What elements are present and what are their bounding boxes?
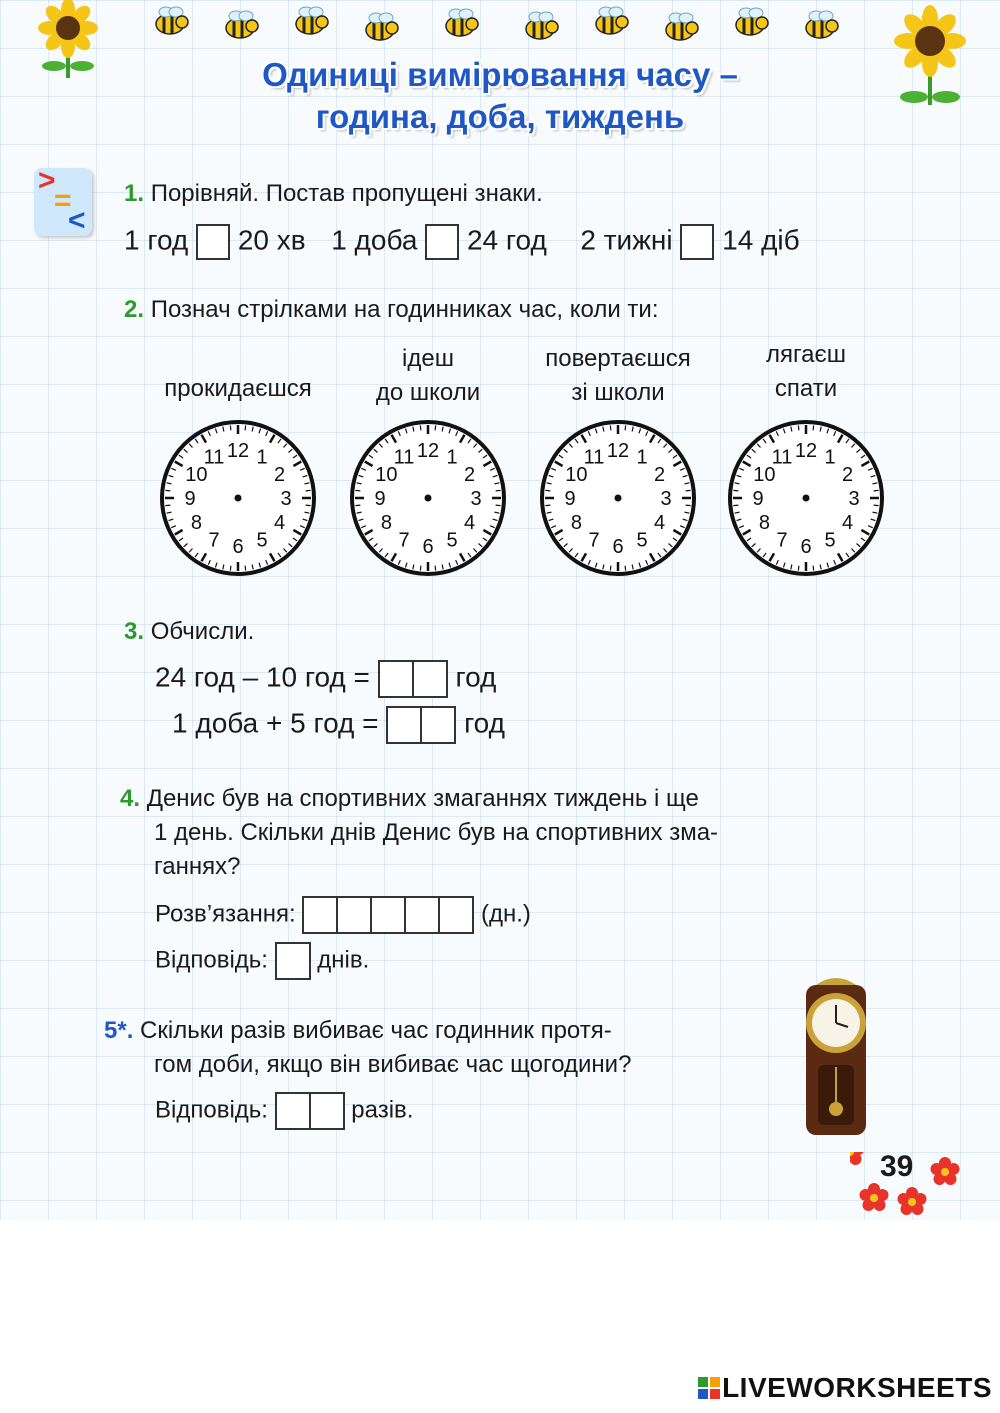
task1-compare-row (124, 224, 800, 260)
task1-number: 1. (124, 180, 145, 207)
clock-number: 6 (422, 536, 434, 558)
clock-number: 12 (606, 440, 630, 462)
clock-tick (733, 505, 738, 506)
clock-tick (245, 425, 246, 430)
clock-face[interactable] (162, 422, 314, 574)
bees-decoration (150, 2, 850, 52)
clock-label-wake-up (138, 372, 338, 406)
clock-tick (813, 566, 814, 571)
clock-tick (813, 425, 814, 430)
clock-tick (496, 505, 501, 506)
clock-tick (435, 566, 436, 571)
task3-heading (124, 618, 254, 646)
liveworksheets-logo (698, 1372, 992, 1404)
clock-number: 7 (208, 529, 220, 552)
clock-faces (150, 410, 900, 590)
clock-label-return-school-line1: повертаєшся (545, 345, 691, 372)
task3-row1-unit: год (455, 661, 497, 693)
compare3-answer-box[interactable] (680, 224, 714, 260)
task4-number: 4. (120, 785, 141, 812)
clock-number: 6 (800, 536, 812, 558)
task1-text: Порівняй. Постав пропущені знаки. (150, 180, 543, 207)
clock-number: 5 (824, 529, 836, 552)
clock-tick (874, 505, 879, 506)
clock-number: 10 (565, 464, 588, 486)
clock-number: 11 (771, 446, 793, 469)
task5-answer-unit: разів. (351, 1096, 414, 1124)
clock-number: 7 (588, 529, 600, 552)
task5-line1: Скільки разів вибиває час годинник протя- (140, 1017, 612, 1044)
clock-number: 7 (398, 529, 410, 552)
task4-solution (155, 896, 531, 934)
compare3-left: 2 тижні (580, 224, 673, 256)
clock-number: 9 (752, 488, 764, 510)
clock-number: 11 (583, 446, 605, 469)
task4-solution-label: Розв’язання: (155, 900, 296, 928)
clock-tick (625, 425, 626, 430)
equal-sign: = (54, 184, 72, 217)
clock-number: 7 (776, 529, 788, 552)
clock-number: 3 (280, 488, 292, 510)
task3-row2 (172, 706, 505, 744)
clock-center-dot (235, 495, 242, 502)
task3-row2-unit: год (464, 707, 505, 739)
clock-number: 4 (842, 512, 854, 534)
clock-number: 3 (848, 488, 860, 510)
clock-number: 1 (636, 446, 648, 469)
clock-number: 4 (654, 512, 666, 534)
clock-tick (435, 425, 436, 430)
task3-row1-expr: 24 год – 10 год = (155, 661, 370, 693)
clock-label-go-sleep (706, 338, 906, 406)
task4-line2: 1 день. Скільки днів Денис був на спортивних зма- (154, 819, 719, 846)
task2-text: Познач стрілками на годинниках час, коли ти: (150, 296, 659, 323)
clock-number: 9 (564, 488, 576, 510)
clock-tick (610, 425, 611, 430)
page-number: 39 (880, 1150, 914, 1183)
page-title-line2: година, доба, тиждень (315, 98, 685, 135)
clock-number: 4 (274, 512, 286, 534)
task4-answer-label: Відповідь: (155, 946, 268, 974)
greater-sign: > (38, 164, 56, 197)
task5-line2: гом доби, якщо він вибиває час щогодини? (154, 1051, 632, 1078)
compare3-right: 14 діб (722, 224, 800, 256)
clock-number: 3 (660, 488, 672, 510)
pendulum-clock-icon (796, 975, 876, 1145)
clock-tick (420, 566, 421, 571)
clock-number: 10 (375, 464, 398, 486)
task4-answer-cell[interactable] (275, 942, 311, 980)
clock-tick (686, 490, 691, 491)
compare1-answer-box[interactable] (196, 224, 230, 260)
clock-number: 2 (842, 464, 854, 486)
clock-center-dot (425, 495, 432, 502)
compare2-right: 24 год (466, 224, 547, 256)
clock-number: 12 (226, 440, 250, 462)
clock-number: 8 (380, 512, 392, 534)
clock-label-go-sleep-line1: лягаєш (765, 341, 847, 368)
clock-tick (245, 566, 246, 571)
clock-tick (545, 490, 550, 491)
task3-row1 (155, 660, 496, 698)
task3-number: 3. (124, 618, 145, 645)
clock-number: 2 (464, 464, 476, 486)
compare2-answer-box[interactable] (425, 224, 459, 260)
compare2-left: 1 доба (331, 224, 418, 256)
clock-number: 5 (636, 529, 648, 552)
task5-number: 5*. (104, 1017, 134, 1044)
clock-number: 2 (274, 464, 286, 486)
clock-number: 8 (758, 512, 770, 534)
compare-signs-icon (34, 164, 92, 237)
task2-number: 2. (124, 296, 145, 323)
clock-label-go-school-line2: до школи (375, 379, 481, 406)
liveworksheets-logo-icon (698, 1377, 720, 1399)
clock-number: 10 (185, 464, 208, 486)
flowers-decoration-icon (850, 1152, 970, 1222)
clock-label-wake-up-text: прокидаєшся (164, 375, 312, 402)
task4-solution-unit: (дн.) (480, 900, 531, 928)
clock-number: 6 (232, 536, 244, 558)
task5-text (104, 1014, 631, 1082)
clock-tick (230, 566, 231, 571)
clock-number: 2 (654, 464, 666, 486)
compare1-right: 20 хв (237, 224, 306, 256)
task3-row2-expr: 1 доба + 5 год = (172, 707, 379, 739)
clock-tick (355, 490, 360, 491)
clock-tick (306, 505, 311, 506)
clock-number: 5 (256, 529, 268, 552)
task3-text: Обчисли. (150, 618, 255, 645)
clock-number: 9 (184, 488, 196, 510)
clock-face[interactable] (730, 422, 882, 574)
clock-number: 9 (374, 488, 386, 510)
clock-tick (355, 505, 360, 506)
task4-solution-cells[interactable] (302, 896, 474, 934)
clock-tick (610, 566, 611, 571)
clock-tick (798, 425, 799, 430)
clock-face[interactable] (352, 422, 504, 574)
compare1-left: 1 год (124, 224, 189, 256)
clock-label-go-sleep-line2: спати (774, 375, 838, 402)
task3-row1-answer[interactable] (378, 660, 448, 698)
task4-answer-unit: днів. (317, 946, 370, 974)
clock-tick (165, 490, 170, 491)
clock-number: 10 (753, 464, 776, 486)
task4-text (120, 782, 890, 884)
clock-face[interactable] (542, 422, 694, 574)
clock-center-dot (803, 495, 810, 502)
clock-tick (420, 425, 421, 430)
clock-number: 8 (570, 512, 582, 534)
clock-number: 12 (794, 440, 818, 462)
clock-number: 11 (393, 446, 415, 469)
clock-tick (798, 566, 799, 571)
clock-label-go-school-line1: ідеш (402, 345, 454, 372)
clock-number: 8 (190, 512, 202, 534)
clock-label-return-school-line2: зі школи (571, 379, 665, 406)
task3-row2-answer[interactable] (386, 706, 456, 744)
clock-tick (625, 566, 626, 571)
clock-center-dot (615, 495, 622, 502)
clock-tick (733, 490, 738, 491)
clock-label-go-school (328, 342, 528, 410)
clock-tick (545, 505, 550, 506)
clock-number: 3 (470, 488, 482, 510)
task4-line1: Денис був на спортивних змаганнях тиждень і ще (146, 785, 699, 812)
clock-tick (165, 505, 170, 506)
liveworksheets-logo-text: LIVEWORKSHEETS (722, 1372, 992, 1403)
clock-tick (874, 490, 879, 491)
task4-line3: ганнях? (154, 853, 241, 880)
page-title-line1: Одиниці вимірювання часу – (262, 56, 738, 93)
clock-number: 1 (824, 446, 836, 469)
clock-number: 1 (256, 446, 268, 469)
clock-number: 12 (416, 440, 440, 462)
clock-number: 4 (464, 512, 476, 534)
task2-heading (124, 296, 659, 324)
task5-answer-label: Відповідь: (155, 1096, 268, 1124)
task5-answer (155, 1092, 413, 1130)
clock-number: 11 (203, 446, 225, 469)
clock-tick (686, 505, 691, 506)
clock-tick (306, 490, 311, 491)
clock-tick (496, 490, 501, 491)
clock-tick (230, 425, 231, 430)
clock-number: 6 (612, 536, 624, 558)
task4-answer (155, 942, 369, 980)
less-sign: < (68, 204, 86, 237)
task5-answer-cells[interactable] (275, 1092, 345, 1130)
clock-number: 1 (446, 446, 458, 469)
task1-heading (124, 180, 543, 208)
clock-label-return-school (518, 342, 718, 410)
clock-number: 5 (446, 529, 458, 552)
